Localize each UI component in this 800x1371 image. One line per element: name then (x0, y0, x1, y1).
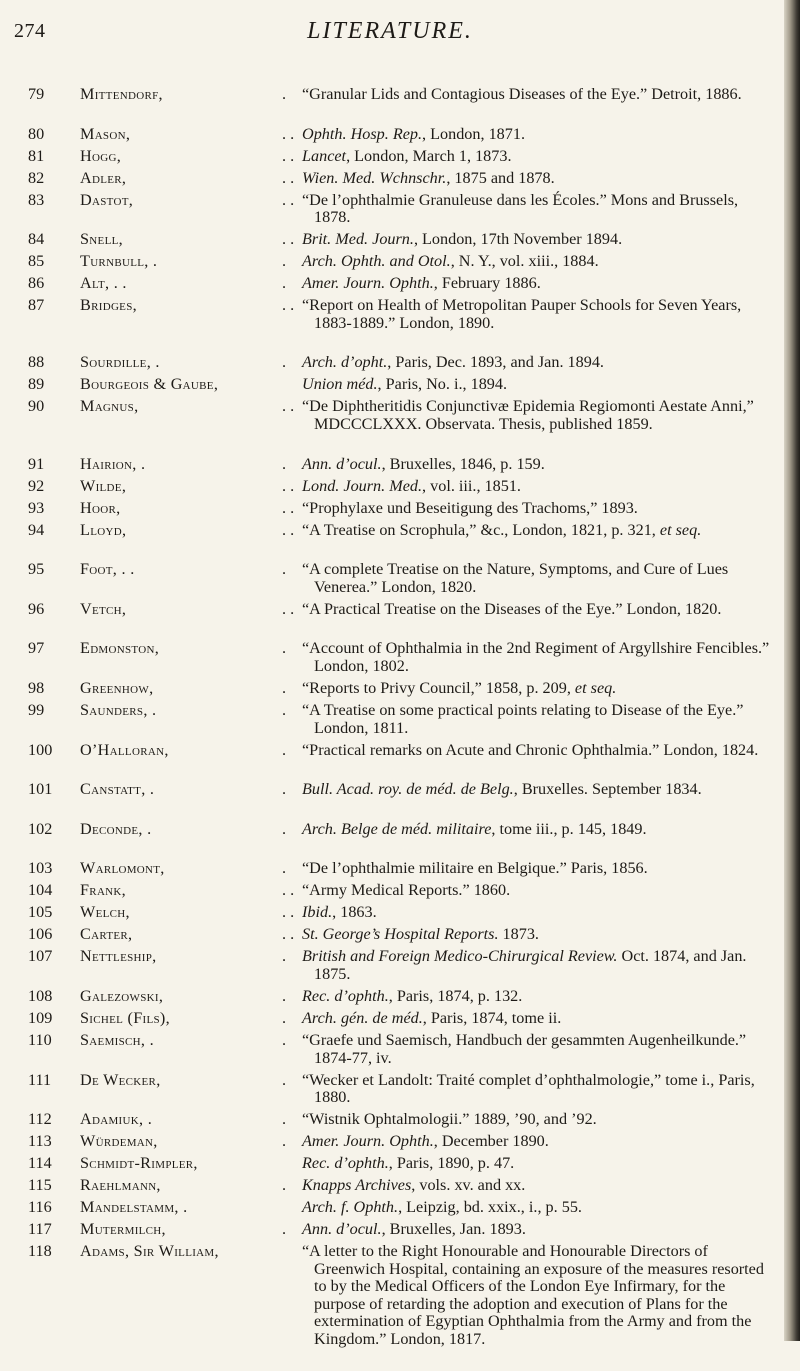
entry-number: 81 (28, 146, 45, 165)
leader-dots: . (282, 560, 287, 579)
bibliography-entry (0, 126, 784, 148)
reference-title-italic: Lancet (302, 146, 347, 165)
entry-reference (302, 1199, 772, 1217)
entry-author: Saunders, . (80, 700, 157, 719)
entry-number: 112 (28, 1110, 52, 1129)
leader-dots: . (282, 1030, 287, 1049)
entry-reference (302, 561, 772, 596)
bibliography-entry (0, 904, 784, 926)
entry-author: Hogg, (80, 146, 122, 165)
bibliography-entry (0, 253, 784, 275)
bibliography-entry (0, 601, 784, 641)
entry-author: Adamiuk, . (80, 1110, 153, 1129)
entry-reference (302, 1221, 772, 1239)
entry-reference (302, 1243, 772, 1349)
bibliography-entry (0, 522, 784, 562)
entry-number: 108 (28, 986, 53, 1005)
bibliography-entry (0, 781, 784, 821)
leader-dots: . . (282, 498, 295, 517)
entry-reference (302, 1111, 772, 1129)
bibliography-entry (0, 1072, 784, 1112)
reference-title-italic: Arch. Ophth. and Otol. (302, 252, 451, 271)
entry-reference (302, 1032, 772, 1067)
reference-text: , December 1890. (433, 1132, 549, 1151)
entry-number: 104 (28, 881, 53, 900)
bibliography-entry (0, 1243, 784, 1371)
leader-dots: . (282, 678, 287, 697)
entry-number: 116 (28, 1198, 52, 1217)
entry-number: 115 (28, 1176, 52, 1195)
leader-dots: . . (282, 124, 295, 143)
entry-author: Saemisch, . (80, 1030, 154, 1049)
entry-number: 106 (28, 925, 53, 944)
entry-number: 92 (28, 476, 45, 495)
reference-text: “Army Medical Reports.” 1860. (302, 881, 511, 900)
reference-title-italic: et seq. (659, 520, 702, 539)
page-number: 274 (14, 20, 46, 42)
leader-dots: . (282, 252, 287, 271)
leader-dots: . (282, 274, 287, 293)
reference-text: “De l’ophthalmie Granuleuse dans les Écoles.” Mons and Brussels, 1878. (302, 190, 739, 227)
reference-title-italic: Arch. d’opht. (302, 353, 388, 372)
leader-dots: . . (282, 168, 295, 187)
reference-text: “Practical remarks on Acute and Chronic Ophthalmia.” London, 1824. (302, 740, 759, 759)
entry-number: 86 (28, 274, 45, 293)
reference-text: , Paris, 1874, p. 132. (388, 986, 523, 1005)
leader-dots: . (282, 947, 287, 966)
reference-title-italic: Ann. d’ocul. (302, 1220, 382, 1239)
entry-reference (302, 253, 772, 271)
reference-text: , Paris, Dec. 1893, and Jan. 1894. (387, 353, 604, 372)
leader-dots: . . (282, 230, 295, 249)
entry-author: Hoor, (80, 498, 121, 517)
entry-author: O’Halloran, (80, 740, 169, 759)
entry-author: Schmidt-Rimpler, (80, 1154, 198, 1173)
leader-dots: . . (282, 397, 295, 416)
bibliography-entry (0, 192, 784, 232)
entry-author: Edmonston, (80, 639, 160, 658)
leader-dots: . (282, 780, 287, 799)
reference-title-italic: Ann. d’ocul. (302, 454, 382, 473)
bibliography-entry (0, 376, 784, 398)
entry-reference (302, 860, 772, 878)
entry-number: 100 (28, 740, 53, 759)
entry-reference (302, 821, 772, 839)
reference-text: “Account of Ophthalmia in the 2nd Regiment of Argyllshire Fencibles.” London, 1802. (302, 639, 770, 675)
reference-text: “A Treatise on some practical points relating to Disease of the Eye.” London, 1811. (302, 700, 744, 737)
entry-author: Deconde, . (80, 819, 152, 838)
reference-text: , N. Y., vol. xiii., 1884. (450, 252, 599, 271)
reference-text: “Wistnik Ophtalmologii.” 1889, ’90, and ’92. (302, 1110, 597, 1129)
entry-reference (302, 926, 772, 944)
bibliography-entry (0, 561, 784, 601)
book-spine-edge (784, 0, 800, 1341)
reference-text: , London, 1871. (422, 124, 526, 143)
entry-number: 118 (28, 1242, 52, 1261)
entry-author: Mason, (80, 124, 131, 143)
reference-title-italic: Ophth. Hosp. Rep. (302, 124, 423, 143)
bibliography-entry (0, 1221, 784, 1243)
entry-number: 85 (28, 252, 45, 271)
entry-author: Turnbull, . (80, 252, 158, 271)
entry-number: 111 (28, 1070, 52, 1089)
entry-author: Snell, (80, 230, 123, 249)
bibliography-entry (0, 275, 784, 297)
reference-text: , tome iii., p. 145, 1849. (491, 819, 647, 838)
entry-reference (302, 170, 772, 188)
entry-number: 113 (28, 1132, 52, 1151)
leader-dots: . (282, 1176, 287, 1195)
running-head: LITERATURE. (307, 18, 473, 44)
entry-number: 102 (28, 819, 53, 838)
leader-dots: . . (282, 190, 295, 209)
entry-author: Sichel (Fils), (80, 1008, 170, 1027)
reference-text: “De l’ophthalmie militaire en Belgique.” Paris, 1856. (302, 859, 648, 878)
entry-reference (302, 126, 772, 144)
entry-number: 83 (28, 190, 45, 209)
entry-reference (302, 231, 772, 249)
entry-number: 117 (28, 1220, 52, 1239)
entry-reference (302, 148, 772, 166)
entry-reference (302, 398, 772, 433)
bibliography-list (0, 86, 784, 1371)
reference-text: , Bruxelles. September 1834. (513, 780, 702, 799)
entry-reference (302, 86, 772, 104)
entry-number: 98 (28, 678, 45, 697)
bibliography-entry (0, 926, 784, 948)
reference-title-italic: Bull. Acad. roy. de méd. de Belg. (302, 780, 514, 799)
leader-dots: . (282, 1132, 287, 1151)
entry-reference (302, 882, 772, 900)
entry-reference (302, 680, 772, 698)
entry-number: 90 (28, 397, 45, 416)
bibliography-entry (0, 948, 784, 988)
entry-reference (302, 742, 772, 760)
entry-reference (302, 456, 772, 474)
entry-reference (302, 275, 772, 293)
bibliography-entry (0, 988, 784, 1010)
entry-author: Nettleship, (80, 947, 157, 966)
entry-author: Adams, Sir William, (80, 1242, 219, 1261)
entry-number: 80 (28, 124, 45, 143)
reference-text: , February 1886. (433, 274, 541, 293)
bibliography-entry (0, 231, 784, 253)
leader-dots: . (282, 700, 287, 719)
entry-number: 99 (28, 700, 45, 719)
reference-text: “A Practical Treatise on the Diseases of the Eye.” London, 1820. (302, 599, 722, 618)
bibliography-entry (0, 742, 784, 782)
reference-text: “Report on Health of Metropolitan Pauper Schools for Seven Years, 1883-1889.” London, 1890. (302, 296, 742, 332)
entry-author: Foot, . . (80, 560, 135, 579)
leader-dots: . (282, 353, 287, 372)
reference-text: “Granular Lids and Contagious Diseases of the Eye.” Detroit, 1886. (302, 85, 742, 103)
entry-number: 110 (28, 1030, 52, 1049)
reference-text: , Leipzig, bd. xxix., i., p. 55. (398, 1198, 582, 1217)
reference-text: 1873. (498, 925, 539, 944)
reference-title-italic: Arch. Belge de méd. militaire (302, 819, 492, 838)
bibliography-entry (0, 456, 784, 478)
reference-text: “Wecker et Landolt: Traité complet d’ophthalmologie,” tome i., Paris, 1880. (302, 1070, 755, 1107)
reference-text: , Bruxelles, 1846, p. 159. (381, 454, 545, 473)
entry-reference (302, 478, 772, 496)
entry-author: Frank, (80, 881, 127, 900)
bibliography-entry (0, 860, 784, 882)
reference-text: “Prophylaxe und Beseitigung des Trachoms,” 1893. (302, 498, 638, 517)
entry-author: Greenhow, (80, 678, 154, 697)
entry-number: 91 (28, 454, 45, 473)
bibliography-entry (0, 86, 784, 126)
entry-author: Raehlmann, (80, 1176, 161, 1195)
entry-reference (302, 781, 772, 799)
entry-reference (302, 702, 772, 737)
entry-number: 107 (28, 947, 53, 966)
reference-title-italic: et seq. (574, 678, 617, 697)
leader-dots: . (282, 1008, 287, 1027)
leader-dots: . (282, 986, 287, 1005)
entry-author: Würdeman, (80, 1132, 158, 1151)
reference-title-italic: Union méd. (302, 375, 378, 394)
reference-text: , Paris, 1874, tome ii. (422, 1008, 562, 1027)
reference-text: , vols. xv. and xx. (411, 1176, 526, 1195)
entry-author: Bourgeois & Gaube, (80, 375, 219, 394)
leader-dots: . (282, 454, 287, 473)
bibliography-entry (0, 640, 784, 680)
entry-author: Lloyd, (80, 520, 127, 539)
entry-author: Mittendorf, (80, 85, 163, 103)
entry-author: Carter, (80, 925, 133, 944)
reference-title-italic: St. George’s Hospital Reports. (302, 925, 499, 944)
page-header (0, 18, 780, 58)
entry-reference (302, 948, 772, 983)
bibliography-entry (0, 354, 784, 376)
entry-reference (302, 1155, 772, 1173)
bibliography-entry (0, 398, 784, 455)
entry-number: 93 (28, 498, 45, 517)
entry-number: 84 (28, 230, 45, 249)
entry-reference (302, 601, 772, 619)
reference-text: , 1863. (332, 903, 377, 922)
bibliography-entry (0, 1133, 784, 1155)
reference-text: , Paris, No. i., 1894. (377, 375, 508, 394)
entry-reference (302, 192, 772, 227)
bibliography-entry (0, 1199, 784, 1221)
entry-reference (302, 1072, 772, 1107)
entry-author: Bridges, (80, 296, 137, 315)
entry-author: Warlomont, (80, 859, 165, 878)
reference-title-italic: Lond. Journ. Med. (302, 476, 423, 495)
leader-dots: . . (282, 146, 295, 165)
entry-reference (302, 522, 772, 540)
entry-reference (302, 500, 772, 518)
bibliography-entry (0, 1010, 784, 1032)
entry-author: Sourdille, . (80, 353, 160, 372)
entry-number: 97 (28, 639, 45, 658)
bibliography-entry (0, 148, 784, 170)
reference-title-italic: British and Foreign Medico-Chirurgical Review. (302, 947, 618, 966)
entry-number: 87 (28, 296, 45, 315)
bibliography-entry (0, 500, 784, 522)
reference-title-italic: Rec. d’ophth. (302, 986, 389, 1005)
entry-author: Magnus, (80, 397, 139, 416)
reference-text: , London, March 1, 1873. (346, 146, 512, 165)
reference-title-italic: Ibid. (302, 903, 333, 922)
reference-text: “A complete Treatise on the Nature, Symptoms, and Cure of Lues Venerea.” London, 1820. (302, 560, 729, 596)
leader-dots: . (282, 1110, 287, 1129)
bibliography-entry (0, 1032, 784, 1072)
leader-dots: . (282, 859, 287, 878)
leader-dots: . . (282, 881, 295, 900)
reference-text: , Paris, 1890, p. 47. (388, 1154, 515, 1173)
entry-reference (302, 354, 772, 372)
reference-text: “De Diphtheritidis Conjunctivæ Epidemia Regiomonti Aestate Anni,” MDCCCLXXX. Observata. Thesis, published 1859. (302, 397, 754, 433)
reference-text: “A Treatise on Scrophula,” &c., London, 1821, p. 321, (302, 520, 660, 539)
reference-title-italic: Arch. gén. de méd. (302, 1008, 423, 1027)
bibliography-entry (0, 170, 784, 192)
reference-text: , London, 17th November 1894. (413, 230, 623, 249)
leader-dots: . . (282, 476, 295, 495)
reference-title-italic: Wien. Med. Wchnschr. (302, 168, 447, 187)
entry-reference (302, 904, 772, 922)
entry-author: Dastot, (80, 190, 134, 209)
bibliography-entry (0, 882, 784, 904)
entry-author: Welch, (80, 903, 130, 922)
entry-reference (302, 1177, 772, 1195)
entry-author: Mutermilch, (80, 1220, 166, 1239)
reference-title-italic: Arch. f. Ophth. (302, 1198, 399, 1217)
entry-number: 88 (28, 353, 45, 372)
entry-number: 105 (28, 903, 53, 922)
bibliography-entry (0, 1177, 784, 1199)
leader-dots: . . (282, 520, 295, 539)
entry-author: Vetch, (80, 599, 127, 618)
entry-reference (302, 1133, 772, 1151)
entry-author: Adler, (80, 168, 127, 187)
leader-dots: . . (282, 599, 295, 618)
bibliography-entry (0, 1111, 784, 1133)
reference-text: “A letter to the Right Honourable and Honourable Directors of Greenwich Hospital, containing an exposure of the measures resorted to by the Medical Officers of the London Eye Infirmary, for the purpose of retarding the adoption and execution of Plans for the extermination of Egyptian Ophthalmia from the Army and from the Kingdom.” London, 1817. (302, 1242, 764, 1349)
reference-title-italic: Knapps Archives (302, 1176, 412, 1195)
entry-author: De Wecker, (80, 1070, 161, 1089)
entry-number: 89 (28, 375, 45, 394)
entry-number: 94 (28, 520, 45, 539)
bibliography-entry (0, 702, 784, 742)
bibliography-entry (0, 297, 784, 354)
bibliography-entry (0, 478, 784, 500)
reference-title-italic: Rec. d’ophth. (302, 1154, 389, 1173)
leader-dots: . . (282, 903, 295, 922)
leader-dots: . (282, 740, 287, 759)
entry-number: 96 (28, 599, 45, 618)
leader-dots: . (282, 819, 287, 838)
entry-number: 101 (28, 780, 53, 799)
entry-number: 109 (28, 1008, 53, 1027)
entry-number: 95 (28, 560, 45, 579)
entry-number: 82 (28, 168, 45, 187)
reference-text: , Bruxelles, Jan. 1893. (381, 1220, 526, 1239)
reference-title-italic: Amer. Journ. Ophth. (302, 274, 434, 293)
bibliography-entry (0, 1155, 784, 1177)
entry-reference (302, 988, 772, 1006)
leader-dots: . . (282, 296, 295, 315)
entry-author: Canstatt, . (80, 780, 155, 799)
entry-author: Alt, . . (80, 274, 127, 293)
bibliography-entry (0, 821, 784, 861)
reference-text: Oct. 1874, and Jan. 1875. (314, 947, 747, 983)
entry-reference (302, 376, 772, 394)
leader-dots: . (282, 85, 287, 103)
reference-title-italic: Brit. Med. Journ. (302, 230, 414, 249)
entry-author: Galezowski, (80, 986, 164, 1005)
entry-number: 114 (28, 1154, 52, 1173)
entry-reference (302, 640, 772, 675)
reference-title-italic: Amer. Journ. Ophth. (302, 1132, 434, 1151)
leader-dots: . (282, 1070, 287, 1089)
leader-dots: . . (282, 925, 295, 944)
entry-reference (302, 297, 772, 332)
entry-number: 79 (28, 85, 45, 103)
entry-reference (302, 1010, 772, 1028)
reference-text: , 1875 and 1878. (446, 168, 555, 187)
leader-dots: . (282, 1220, 287, 1239)
entry-author: Wilde, (80, 476, 127, 495)
leader-dots: . (282, 639, 287, 658)
bibliography-entry (0, 680, 784, 702)
entry-author: Mandelstamm, . (80, 1198, 188, 1217)
entry-author: Hairion, . (80, 454, 146, 473)
entry-number: 103 (28, 859, 53, 878)
reference-text: “Graefe und Saemisch, Handbuch der gesammten Augenheilkunde.” 1874-77, iv. (302, 1030, 747, 1067)
reference-text: , vol. iii., 1851. (422, 476, 521, 495)
reference-text: “Reports to Privy Council,” 1858, p. 209, (302, 678, 575, 697)
